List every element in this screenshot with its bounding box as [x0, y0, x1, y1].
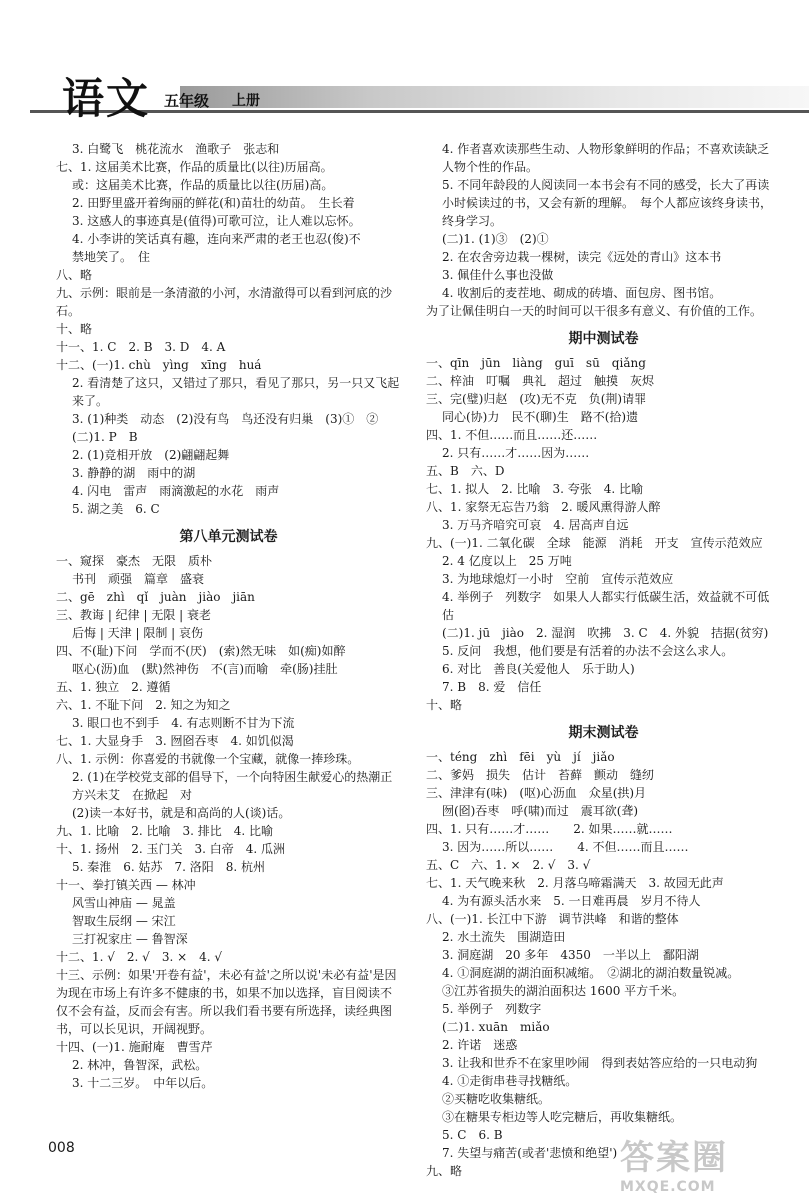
answer-line: 6. 对比 善良(关爱他人 乐于助人) [442, 662, 635, 676]
answer-line: 5. 不同年龄段的人阅读同一本书会有不同的感受，长大了再读小时候读过的书，又会有新的理解。 每个人都应该终身读书，终身学习。 [442, 178, 773, 228]
answer-line: 九、1. 比喻 2. 比喻 3. 排比 4. 比喻 [56, 824, 274, 838]
answer-line: 六、1. 不耻下问 2. 知之为知之 [56, 698, 231, 712]
grade-label: 五年级 [164, 92, 210, 110]
answer-line: 五、C 六、1. × 2. √ 3. √ [426, 858, 591, 872]
answer-line: 5. 湖之美 6. C [72, 502, 160, 516]
answer-line: 八、(一)1. 长江中下游 调节洪峰 和谐的整体 [426, 912, 679, 926]
answer-line: 三、完(璧)归赵 (攻)无不克 负(荆)请罪 [426, 392, 647, 406]
answer-line: 3. 白鹭飞 桃花流水 渔歌子 张志和 [72, 142, 280, 156]
answer-line: 7. 失望与痛苦(或者'悲愤和绝望') [442, 1146, 618, 1160]
answer-line: 2. (1)竞相开放 (2)翩翩起舞 [72, 448, 230, 462]
answer-line: 4. 闪电 雷声 雨滴激起的水花 雨声 [72, 484, 280, 498]
answer-line: 二、gē zhì qǐ juàn jiào jiān [56, 590, 255, 604]
answer-line: 五、B 六、D [426, 464, 505, 478]
answer-line: 为了让佩佳明白一天的时间可以干很多有意义、有价值的工作。 [426, 304, 763, 318]
answer-line: 十四、(一)1. 施耐庵 曹雪芹 [56, 1040, 213, 1054]
answer-line: 3. 为地球熄灯一小时 空前 宣传示范效应 [442, 572, 674, 586]
answer-line: 风雪山神庙 — 晁盖 [72, 896, 176, 910]
answer-line: 囫(囵)吞枣 呼(啸)而过 震耳欲(聋) [442, 804, 639, 818]
answer-line: (二)1. xuān miǎo [442, 1020, 550, 1034]
answer-line: 3. 因为……所以…… 4. 不但……而且…… [442, 840, 689, 854]
answer-line: 3. 洞庭湖 20 多年 4350 一半以上 鄱阳湖 [442, 948, 699, 962]
answer-line: 2. 水土流失 围湖造田 [442, 930, 566, 944]
answer-line: 5. 反问 我想，他们要是有活着的办法不会这么求人。 [442, 644, 734, 658]
answer-line: 书刊 顽强 篇章 盛衰 [72, 572, 205, 586]
answer-line: 七、1. 大显身手 3. 囫囵吞枣 4. 如饥似渴 [56, 734, 294, 748]
answer-line: 九、(一)1. 二氧化碳 全球 能源 消耗 开支 宣传示范效应 [426, 536, 763, 550]
answer-line: 2. 田野里盛开着绚丽的鲜花(和)苗壮的幼苗。 生长着 [72, 196, 355, 210]
answer-line: (二)1. (1)③ (2)① [442, 232, 549, 246]
header-band [180, 86, 809, 108]
answer-line: 十一、1. C 2. B 3. D 4. A [56, 340, 226, 354]
answer-line: 4. ①走街串巷寻找糖纸。 [442, 1074, 578, 1088]
answer-line: 三、津津有(味) (呕)心沥血 众星(拱)月 [426, 786, 647, 800]
answer-line: ③在糖果专柜边等人吃完糖后，再收集糖纸。 [442, 1110, 683, 1124]
answer-line: 2. 在农舍旁边栽一棵树，读完《远处的青山》这本书 [442, 250, 722, 264]
answer-line: 2. 许诺 迷惑 [442, 1038, 518, 1052]
answer-line: 十、略 [56, 322, 93, 336]
section-heading: 期中测试卷 [568, 331, 639, 347]
answer-line: 二、爹妈 损失 估计 苔藓 颤动 缝纫 [426, 768, 655, 782]
answer-line: 七、1. 这届美术比赛，作品的质量比(以往)历届高。 [56, 160, 333, 174]
section-heading: 期末测试卷 [568, 725, 639, 741]
answer-line: 四、不(耻)下问 学而不(厌) (索)然无味 如(痴)如醉 [56, 644, 346, 658]
term-label: 上册 [232, 93, 260, 109]
answer-line: 4. 作者喜欢读那些生动、人物形象鲜明的作品；不喜欢读缺乏人物个性的作品。 [442, 142, 770, 174]
answer-line: 2. (1)在学校党支部的倡导下，一个向特困生献爱心的热潮正 方兴未艾 在掀起 对 [72, 770, 405, 802]
answer-line: 八、略 [56, 268, 93, 282]
answer-line: 十三、示例：如果'开卷有益'，未必有益'之所以说'未必有益'是因为现在市场上有许多不健康的书，如果不加以选择，盲目阅读不仅不会有益，反而会有害。所以我们看书要有所选择，读经典图书，可以长见识，开阔视野。 [56, 968, 397, 1036]
answer-line: 4. 为有源头活水来 5. 一日难再晨 岁月不待人 [442, 894, 701, 908]
answer-line: 三打祝家庄 — 鲁智深 [72, 932, 188, 946]
answer-line: 3. 让我和世乔不在家里吵闹 得到表姑答应给的一只电动狗 [442, 1056, 758, 1070]
answer-line: 九、示例：眼前是一条清澈的小河，水清澈得可以看到河底的沙石。 [56, 286, 393, 318]
page-header [0, 58, 809, 122]
answer-line: 二、梓油 叮嘱 典礼 超过 触摸 灰烬 [426, 374, 655, 388]
answer-line: 2. 看清楚了这只，又错过了那只，看见了那只，另一只又飞起来了。 [72, 376, 400, 408]
answer-line: 八、1. 示例：你喜爱的书就像一个宝藏，就像一捧珍珠。 [56, 752, 360, 766]
answer-line: 十一、拳打镇关西 — 林冲 [56, 878, 196, 892]
answer-line: 七、1. 拟人 2. 比喻 3. 夸张 4. 比喻 [426, 482, 644, 496]
answer-line: ③江苏省损失的湖泊面积达 1600 平方千米。 [442, 984, 685, 998]
answer-line: (二)1. jū jiào 2. 湿润 吹拂 3. C 4. 外貌 拮据(贫穷) [442, 626, 769, 640]
answer-line: 或：这届美术比赛，作品的质量比以往(历届)高。 [72, 178, 334, 192]
answer-line: 九、略 [426, 1164, 463, 1178]
answer-line: 3. (1)种类 动态 (2)没有鸟 鸟还没有归巢 (3)① ② [72, 412, 379, 426]
answer-line: 4. 收割后的麦茬地、砌成的砖墙、面包房、图书馆。 [442, 286, 722, 300]
answer-line: 智取生辰纲 — 宋江 [72, 914, 176, 928]
answer-line: 同心(协)力 民不(聊)生 路不(拾)遗 [442, 410, 639, 424]
answer-line: 呕心(沥)血 (默)然神伤 不(言)而喻 牵(肠)挂肚 [72, 662, 338, 676]
answer-line: 一、qīn jūn liàng guī sū qiǎng [426, 356, 646, 370]
answer-line: 七、1. 天气晚来秋 2. 月落乌啼霜满天 3. 故园无此声 [426, 876, 724, 890]
answer-line: 八、1. 家祭无忘告乃翁 2. 暖风熏得游人醉 [426, 500, 661, 514]
right-column [426, 140, 781, 1180]
answer-line: 3. 万马齐喑究可哀 4. 居高声自远 [442, 518, 629, 532]
section-heading: 第八单元测试卷 [179, 529, 278, 545]
answer-line: 3. 这感人的事迹真是(值得)可歌可泣，让人难以忘怀。 [72, 214, 361, 228]
answer-line: 4. 小李讲的笑话真有趣，连向来严肃的老王也忍(俊)不 [72, 232, 361, 246]
answer-line: 四、1. 只有……才…… 2. 如果……就…… [426, 822, 673, 836]
page-number: 008 [48, 1140, 75, 1156]
answer-line: 后悔 | 天津 | 限制 | 哀伤 [72, 626, 204, 640]
answer-line: 2. 只有……才……因为…… [442, 446, 590, 460]
left-column [56, 140, 405, 1092]
answer-line: 十、1. 扬州 2. 玉门关 3. 白帝 4. 瓜洲 [56, 842, 286, 856]
answer-line: 五、1. 独立 2. 遵循 [56, 680, 171, 694]
answer-line: 禁地笑了。 住 [72, 250, 151, 264]
answer-line: 一、窥探 豪杰 无限 质朴 [56, 554, 213, 568]
answer-line: 2. 林冲，鲁智深，武松。 [72, 1058, 208, 1072]
answer-line: 一、téng zhì fēi yù jí jiǎo [426, 750, 615, 764]
answer-line: 十二、1. √ 2. √ 3. × 4. √ [56, 950, 223, 964]
answer-line: 十二、(一)1. chù yìng xīng huá [56, 358, 262, 372]
answer-line: 2. 4 亿度以上 25 万吨 [442, 554, 572, 568]
answer-line: 四、1. 不但……而且……还…… [426, 428, 598, 442]
subject-title: 语文 [62, 74, 151, 123]
answer-line: 3. 静静的湖 雨中的湖 [72, 466, 196, 480]
answer-line: 7. B 8. 爱 信任 [442, 680, 542, 694]
watermark [620, 1130, 790, 1195]
answer-line: 3. 十二三岁。 中年以后。 [72, 1076, 214, 1090]
answer-line: 5. 举例子 列数字 [442, 1002, 542, 1016]
answer-line: 三、教诲 | 纪律 | 无限 | 衰老 [56, 608, 212, 622]
answer-line: (2)读一本好书，就是和高尚的人(谈)话。 [72, 806, 291, 820]
answer-line: 4. ①洞庭湖的湖泊面积减缩。 ②湖北的湖泊数量锐减。 [442, 966, 740, 980]
answer-line: ②买糖吃收集糖纸。 [442, 1092, 551, 1106]
watermark-url: MXQE.COM [620, 1179, 716, 1195]
answer-line: 3. 佩佳什么事也没做 [442, 268, 554, 282]
answer-line: 十、略 [426, 698, 463, 712]
watermark-text: 答案圈 [620, 1138, 728, 1178]
answer-line: 4. 举例子 列数字 如果人人都实行低碳生活，效益就不可低估 [442, 590, 770, 622]
answer-line: 3. 眼口也不到手 4. 有志则断不甘为下流 [72, 716, 295, 730]
answer-line: 5. C 6. B [442, 1128, 503, 1142]
answer-line: 5. 秦淮 6. 姑苏 7. 洛阳 8. 杭州 [72, 860, 266, 874]
answer-line: (二)1. P B [72, 430, 138, 444]
